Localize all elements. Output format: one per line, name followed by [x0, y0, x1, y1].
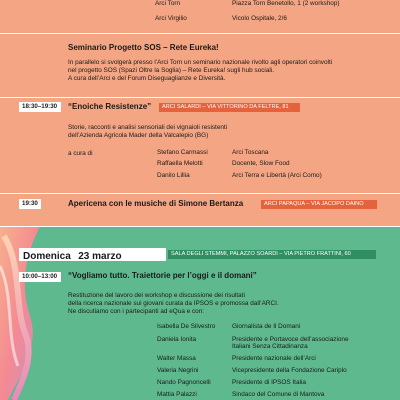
seminario-line: A cura dell’Arci e del Forum Diseguaglianze e Diversità.	[68, 75, 226, 82]
day-header	[19, 248, 166, 261]
person-role: Arci Toscana	[232, 149, 269, 156]
time-badge: 19:30	[19, 199, 41, 209]
domenica-line: Restituzione del lavoro dei workshop e discussione dei risultati	[68, 292, 245, 299]
person-name: Nando Pagnoncelli	[157, 379, 211, 386]
person-name: Walter Massa	[157, 355, 196, 362]
enoiche-line: Storie, racconti e analisi sensoriali dei vignaioli resistenti	[68, 124, 228, 131]
enoiche-line: dell’Azienda Agricola Mader della Valcalepio (BG)	[68, 132, 209, 139]
apericena-title: Apericena con le musiche di Simone Bertanza	[68, 199, 244, 208]
person-name: Valeria Negrini	[157, 367, 199, 374]
location-badge: SALA DEGLI STEMMI, PALAZZO SOARDI – VIA PIETRO FRATTINI, 60	[168, 250, 376, 259]
seminario-line: In parallelo si svolgerà presso l’Arci Torn un seminario nazionale rivolto agli operatori coinvolti	[68, 59, 333, 66]
seminario-title: Seminario Progetto SOS – Rete Eureka!	[68, 43, 219, 52]
person-name: Isabella De Silvestro	[157, 323, 216, 330]
person-name: Mattia Palazzi	[157, 391, 197, 398]
location-badge: ARCI SALARDI – VIA VITTORINO DA FELTRE, 81	[159, 103, 300, 112]
enoiche-title: “Enoiche Resistenze”	[68, 102, 152, 111]
person-role: Giornalista de Il Domani	[232, 323, 301, 330]
venue-address: Vicolo Ospitale, 2/6	[232, 15, 287, 22]
venue-org: Arci Torn	[155, 0, 181, 7]
person-name: Stefano Carmassi	[157, 149, 208, 156]
person-name: Daniela Ionita	[157, 336, 197, 343]
location-badge: ARCI PAPAQUA – VIA JACOPO DAINO	[261, 200, 377, 209]
person-role: Vicepresidente della Fondazione Cariplo	[232, 367, 347, 374]
person-role: Sindaco del Comune di Mantova	[232, 391, 325, 398]
divider	[0, 193, 400, 194]
day-date: 23 marzo	[78, 251, 122, 262]
person-role: Italiani Senza Cittadinanza	[232, 343, 308, 350]
divider	[0, 33, 400, 34]
person-role: Presidente e Portavoce dell’associazione	[232, 336, 349, 343]
divider	[0, 97, 400, 98]
domenica-title: “Vogliamo tutto. Traiettorie per l’oggi e il domani”	[68, 271, 257, 280]
divider	[0, 226, 400, 227]
venue-address: Piazza Torn Benetollo, 1 (2 workshop)	[232, 0, 340, 7]
time-badge: 10:00–13:00	[19, 272, 61, 282]
seminario-line: nel progetto SOS (Spazi Oltre la Soglia) – Rete Eureka! sugli hub sociali.	[68, 67, 275, 74]
time-badge: 18:30–19:30	[19, 102, 61, 112]
curated-label: a cura di	[68, 150, 93, 157]
domenica-line: della ricerca nazionale sui giovani curata da IPSOS e promossa dall’ARCI.	[68, 300, 279, 307]
domenica-line: Ne discutiamo con i partecipanti ad eQua e con:	[68, 308, 205, 315]
person-role: Arci Terra e Libertà (Arci Como)	[232, 172, 322, 179]
venue-org: Arci Virgilio	[155, 15, 187, 22]
person-role: Presidente nazionale dell’Arci	[232, 355, 316, 362]
day-name: Domenica	[23, 251, 71, 262]
person-role: Presidente di IPSOS Italia	[232, 379, 306, 386]
person-name: Raffaella Melotti	[157, 160, 203, 167]
person-name: Danilo Lillia	[157, 172, 190, 179]
person-role: Docente, Slow Food	[232, 160, 290, 167]
